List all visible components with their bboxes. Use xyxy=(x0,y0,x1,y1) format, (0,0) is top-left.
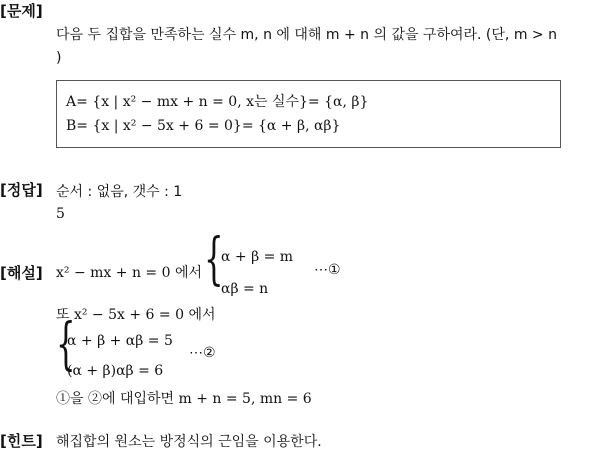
hint-text: 해집합의 원소는 방정식의 근임을 이용한다. xyxy=(56,434,322,450)
system-2-brace: { xyxy=(56,312,76,377)
answer-line-1: 순서 : 없음, 갯수 : 1 xyxy=(56,184,183,200)
system-1-brace: { xyxy=(204,227,224,292)
solution-label: [해설] xyxy=(0,264,43,282)
system-2-row-2: (α + β)αβ = 6 xyxy=(67,363,164,379)
solution-equation-1: x² − mx + n = 0 에서 xyxy=(56,265,202,281)
problem-label: [문제] xyxy=(0,2,43,20)
answer-line-2: 5 xyxy=(56,206,65,222)
system-2-row-1: α + β + αβ = 5 xyxy=(67,333,173,349)
hint-label: [힌트] xyxy=(0,432,43,450)
solution-conclusion: ①을 ②에 대입하면 m + n = 5, mn = 6 xyxy=(56,391,312,407)
system-1-row-2: αβ = n xyxy=(221,281,269,297)
problem-line-1: 다음 두 집합을 만족하는 실수 m, n 에 대해 m + n 의 값을 구하여라. (단, m > n xyxy=(56,27,557,43)
system-1-tag: ⋯① xyxy=(314,262,341,278)
set-a-definition: A= {x | x² − mx + n = 0, x는 실수}= {α, β} xyxy=(66,94,369,110)
set-b-definition: B= {x | x² − 5x + 6 = 0}= {α + β, αβ} xyxy=(66,118,341,134)
system-1-row-1: α + β = m xyxy=(221,249,294,265)
solution-equation-2: 또 x² − 5x + 6 = 0 에서 xyxy=(56,307,216,323)
answer-label: [정답] xyxy=(0,181,43,199)
system-2-tag: ⋯② xyxy=(189,345,216,361)
problem-line-2: ) xyxy=(56,50,62,66)
